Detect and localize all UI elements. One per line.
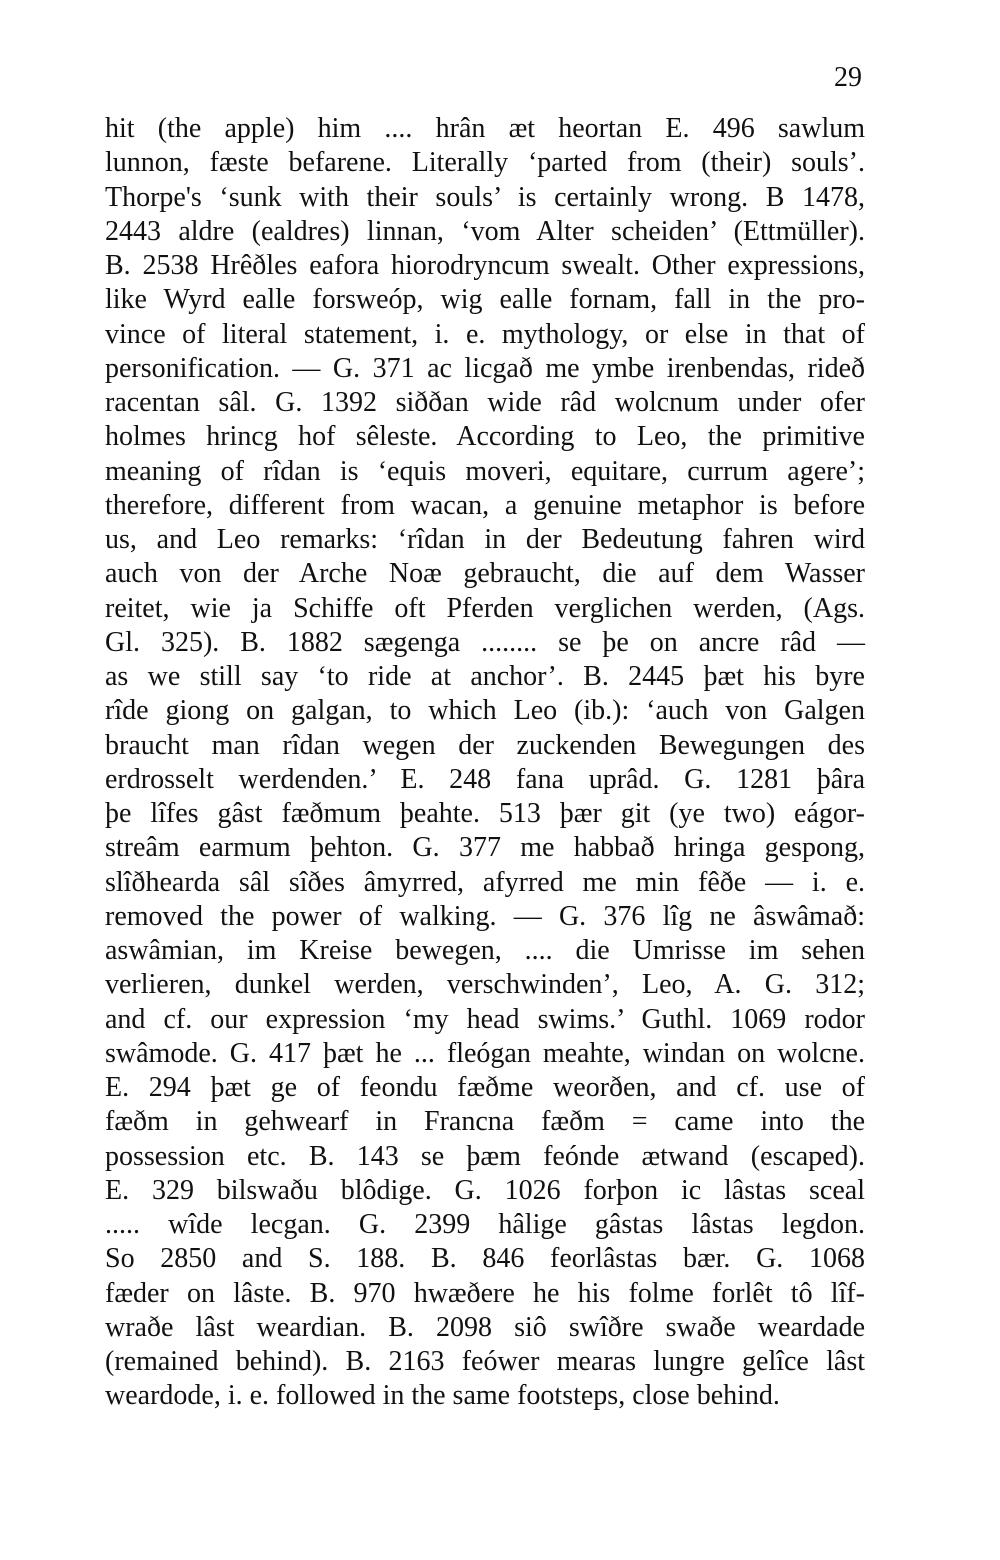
text-line: racentan sâl. G. 1392 siððan wide râd wolcnum under ofer: [105, 387, 865, 418]
text-line: us, and Leo remarks: ‘rîdan in der Bedeutung fahren wird: [105, 524, 865, 555]
text-line: vince of literal statement, i. e. mythology, or else in that of: [105, 318, 865, 350]
text-line: aswâmian, im Kreise bewegen, .... die Umrisse im sehen: [105, 935, 865, 966]
text-line: wraðe lâst weardian. B. 2098 siô swîðre swaðe weardade: [105, 1311, 865, 1343]
text-line: verlieren, dunkel werden, verschwinden’, Leo, A. G. 312;: [105, 969, 865, 1001]
text-line: Thorpe's ‘sunk with their souls’ is certainly wrong. B 1478,: [105, 181, 865, 213]
text-line: reitet, wie ja Schiffe oft Pferden verglichen werden, (Ags.: [105, 592, 865, 624]
text-line: like Wyrd ealle forsweóp, wig ealle fornam, fall in the pro-: [105, 284, 865, 316]
text-line: streâm earmum þehton. G. 377 me habbað hringa gespong,: [105, 832, 865, 864]
page-number: 29: [834, 62, 862, 93]
text-line: as we still say ‘to ride at anchor’. B. 2445 þæt his byre: [105, 661, 865, 692]
text-line: possession etc. B. 143 se þæm feónde ætwand (escaped).: [105, 1140, 865, 1172]
text-line: Gl. 325). B. 1882 sægenga ........ se þe on ancre râd —: [105, 626, 865, 658]
text-line: braucht man rîdan wegen der zuckenden Bewegungen des: [105, 729, 865, 761]
text-line: fæðm in gehwearf in Francna fæðm = came into the: [105, 1106, 865, 1138]
text-line: 2443 aldre (ealdres) linnan, ‘vom Alter scheiden’ (Ettmüller).: [105, 215, 865, 247]
text-line: holmes hrincg hof sêleste. According to Leo, the primitive: [105, 421, 865, 453]
text-line: So 2850 and S. 188. B. 846 feorlâstas bær. G. 1068: [105, 1243, 865, 1275]
text-line: (remained behind). B. 2163 feówer mearas lungre gelîce lâst: [105, 1346, 865, 1377]
text-line: E. 294 þæt ge of feondu fæðme weorðen, and cf. use of: [105, 1072, 865, 1103]
text-line: rîde giong on galgan, to which Leo (ib.): ‘auch von Galgen: [105, 695, 865, 727]
text-line: meaning of rîdan is ‘equis moveri, equitare, currum agere’;: [105, 455, 865, 487]
text-line: weardode, i. e. followed in the same footsteps, close behind.: [105, 1380, 780, 1412]
text-line: swâmode. G. 417 þæt he ... fleógan meahte, windan on wolcne.: [105, 1037, 865, 1069]
text-line: B. 2538 Hrêðles eafora hiorodryncum swealt. Other expressions,: [105, 250, 865, 281]
text-block: [105, 112, 865, 1414]
text-line: therefore, different from wacan, a genuine metaphor is before: [105, 489, 865, 521]
text-line: removed the power of walking. — G. 376 lîg ne âswâmað:: [105, 900, 865, 932]
text-line: E. 329 bilswaðu blôdige. G. 1026 forþon ic lâstas sceal: [105, 1174, 865, 1206]
text-line: ..... wîde lecgan. G. 2399 hâlige gâstas lâstas legdon.: [105, 1209, 865, 1240]
text-line: erdrosselt werdenden.’ E. 248 fana uprâd. G. 1281 þâra: [105, 763, 865, 795]
text-line: lunnon, fæste befarene. Literally ‘parted from (their) souls’.: [105, 147, 865, 179]
text-line: hit (the apple) him .... hrân æt heortan E. 496 sawlum: [105, 113, 865, 144]
text-line: fæder on lâste. B. 970 hwæðere he his folme forlêt tô lîf-: [105, 1277, 865, 1309]
text-line: and cf. our expression ‘my head swims.’ Guthl. 1069 rodor: [105, 1003, 865, 1035]
text-line: slîðhearda sâl sîðes âmyrred, afyrred me min fêðe — i. e.: [105, 866, 865, 898]
text-line: personification. — G. 371 ac licgað me ymbe irenbendas, rideð: [105, 352, 865, 384]
text-line: auch von der Arche Noæ gebraucht, die auf dem Wasser: [105, 558, 865, 590]
text-line: þe lîfes gâst fæðmum þeahte. 513 þær git (ye two) eágor-: [105, 798, 865, 829]
